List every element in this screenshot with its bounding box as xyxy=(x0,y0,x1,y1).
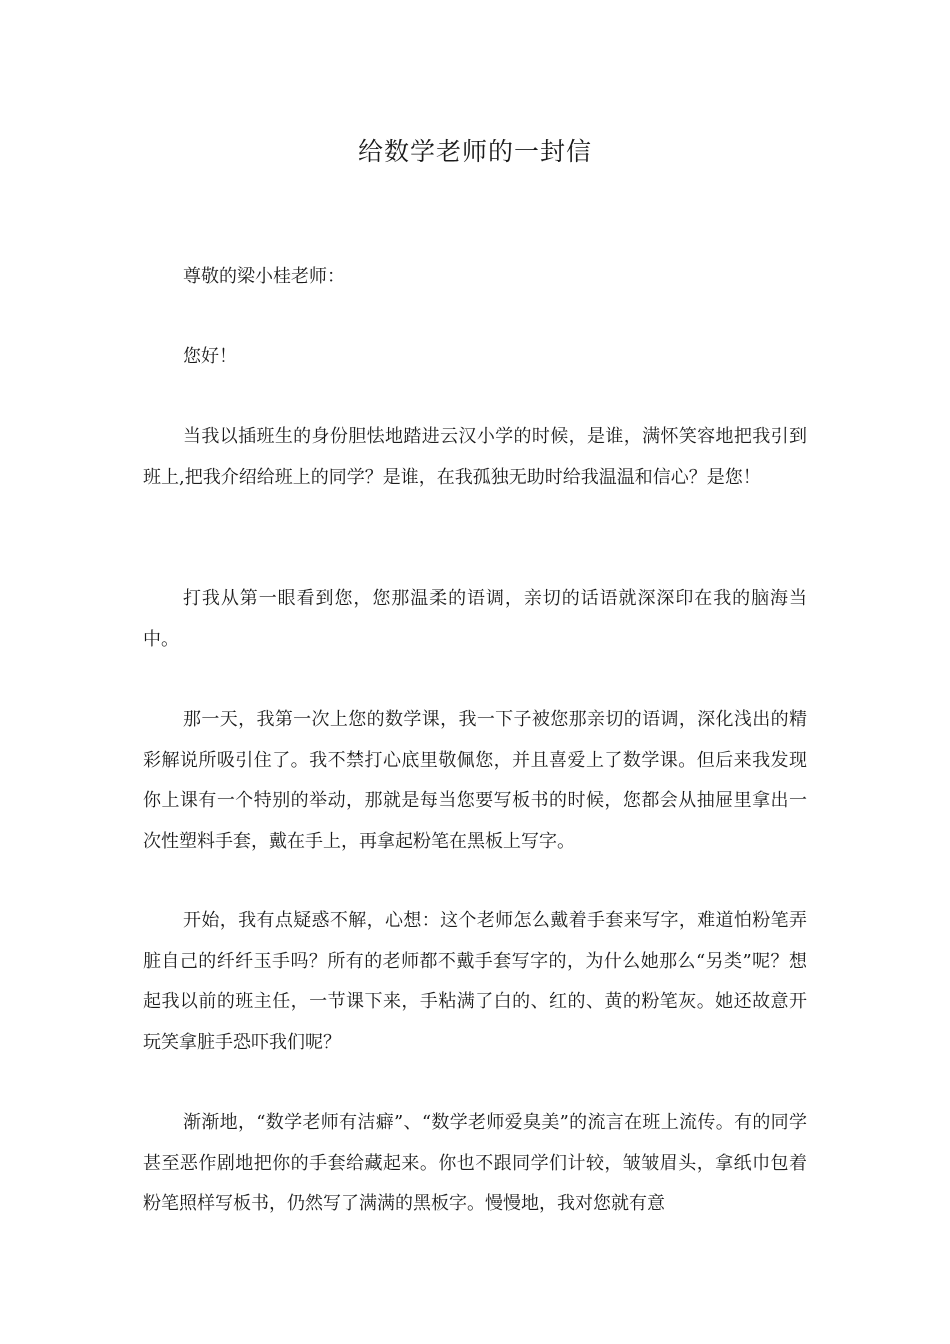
letter-hello: 您好！ xyxy=(183,346,237,367)
letter-paragraph: 开始，我有点疑惑不解，心想：这个老师怎么戴着手套来写字，难道怕粉笔弄脏自己的纤纤玉手吗？所有的老师都不戴手套写字的，为什么她那么“另类”呢？想起我以前的班主任，一节课下来，手粘满了白的、红的、黄的粉笔灰。她还故意开玩笑拿脏手恐吓我们呢？ xyxy=(143,910,807,1054)
letter-paragraph: 打我从第一眼看到您，您那温柔的语调，亲切的话语就深深印在我的脑海当中。 xyxy=(143,588,807,650)
letter-title: 给数学老师的一封信 xyxy=(357,137,592,166)
letter-paragraph: 渐渐地，“数学老师有洁癖”、“数学老师爱臭美”的流言在班上流传。有的同学甚至恶作剧地把你的手套给藏起来。你也不跟同学们计较，皱皱眉头，拿纸巾包着粉笔照样写板书，仍然写了满满的黑板字。慢慢地，我对您就有意 xyxy=(143,1112,807,1215)
letter-greeting: 尊敬的梁小桂老师： xyxy=(183,266,345,287)
letter-paragraph: 当我以插班生的身份胆怯地踏进云汉小学的时候，是谁，满怀笑容地把我引到班上,把我介绍给班上的同学？是谁，在我孤独无助时给我温温和信心？是您！ xyxy=(143,426,807,488)
letter-paragraph: 那一天，我第一次上您的数学课，我一下子被您那亲切的语调，深化浅出的精彩解说所吸引住了。我不禁打心底里敬佩您，并且喜爱上了数学课。但后来我发现你上课有一个特别的举动，那就是每当您要写板书的时候，您都会从抽屉里拿出一次性塑料手套，戴在手上，再拿起粉笔在黑板上写字。 xyxy=(143,709,807,853)
